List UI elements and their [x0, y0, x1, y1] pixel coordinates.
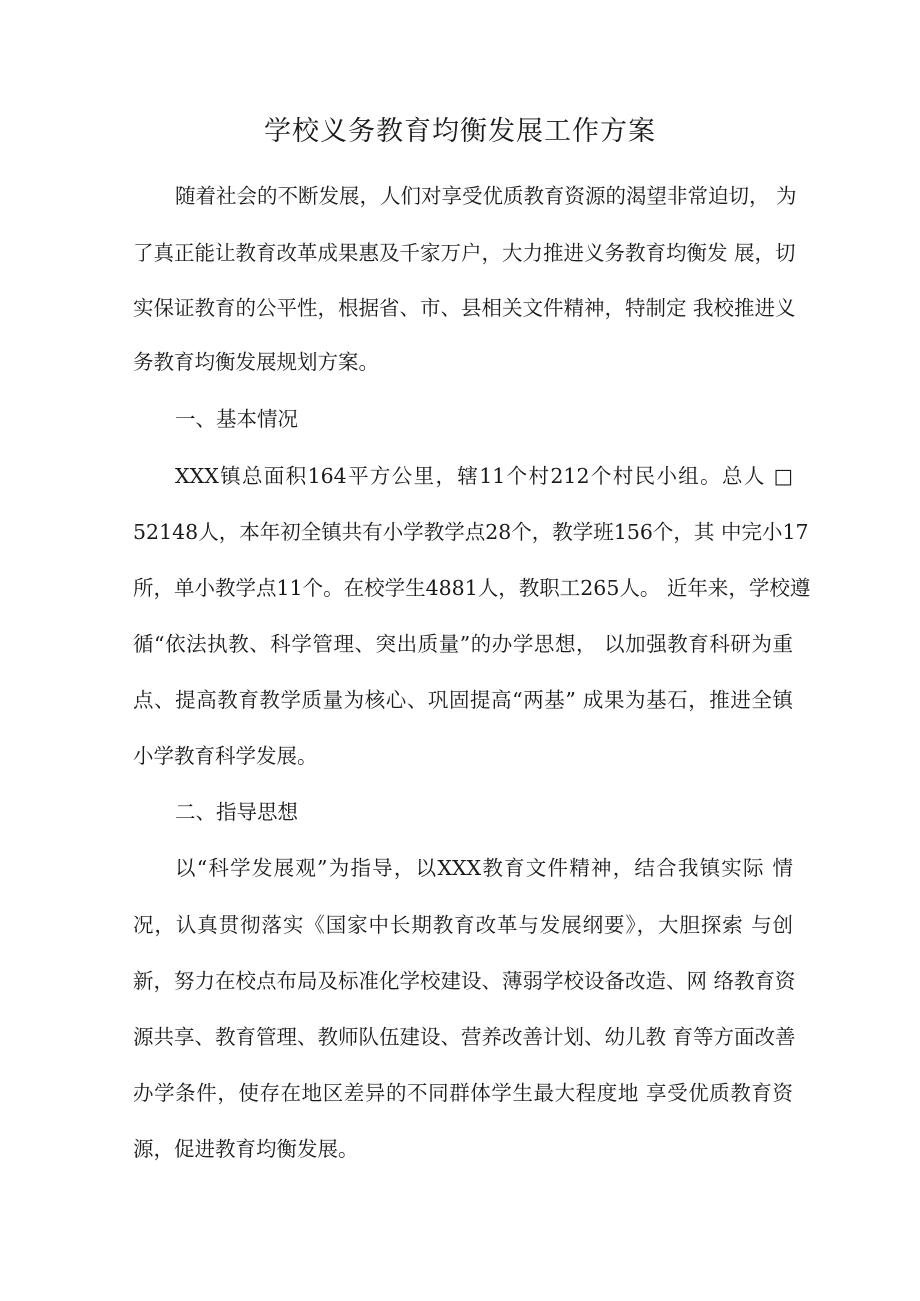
intro-line-3: 实保证教育的公平性，根据省、市、县相关文件精神，特制定 我校推进义 — [133, 296, 796, 320]
section1-line-4: 循“依法执教、科学管理、突出质量”的办学思想， 以加强教育科研为重 — [133, 632, 793, 656]
section2-line-5: 办学条件，使存在地区差异的不同群体学生最大程度地 享受优质教育资 — [133, 1081, 793, 1105]
section1-line-1: XXX镇总面积164平方公里，辖11个村212个村民小组。总人 □ — [175, 464, 793, 488]
section-heading-guiding: 二、指导思想 — [175, 800, 298, 824]
section2-line-1: 以“科学发展观”为指导，以XXX教育文件精神，结合我镇实际 情 — [175, 856, 793, 880]
intro-line-4: 务教育均衡发展规划方案。 — [133, 350, 379, 374]
section-heading-basic: 一、基本情况 — [175, 407, 298, 431]
section1-line-2: 52148人，本年初全镇共有小学教学点28个，教学班156个，其 中完小17 — [133, 520, 809, 544]
intro-line-2: 了真正能让教育改革成果惠及千家万户，大力推进义务教育均衡发 展，切 — [133, 241, 796, 265]
section1-line-6: 小学教育科学发展。 — [133, 744, 318, 768]
section2-line-6: 源，促进教育均衡发展。 — [133, 1137, 359, 1161]
document-title: 学校义务教育均衡发展工作方案 — [264, 116, 656, 147]
section2-line-4: 源共享、教育管理、教师队伍建设、营养改善计划、幼儿教 育等方面改善 — [133, 1025, 796, 1049]
section2-line-3: 新，努力在校点布局及标准化学校建设、薄弱学校设备改造、网 络教育资 — [133, 969, 796, 993]
section2-line-2: 况，认真贯彻落实《国家中长期教育改革与发展纲要》，大胆探索 与创 — [133, 913, 793, 937]
section1-line-5: 点、提高教育教学质量为核心、巩固提高“两基” 成果为基石，推进全镇 — [133, 688, 793, 712]
section1-line-3: 所，单小教学点11个。在校学生4881人，教职工265人。 近年来，学校遵 — [133, 576, 811, 600]
intro-line-1: 随着社会的不断发展，人们对享受优质教育资源的渴望非常迫切， 为 — [175, 184, 797, 208]
